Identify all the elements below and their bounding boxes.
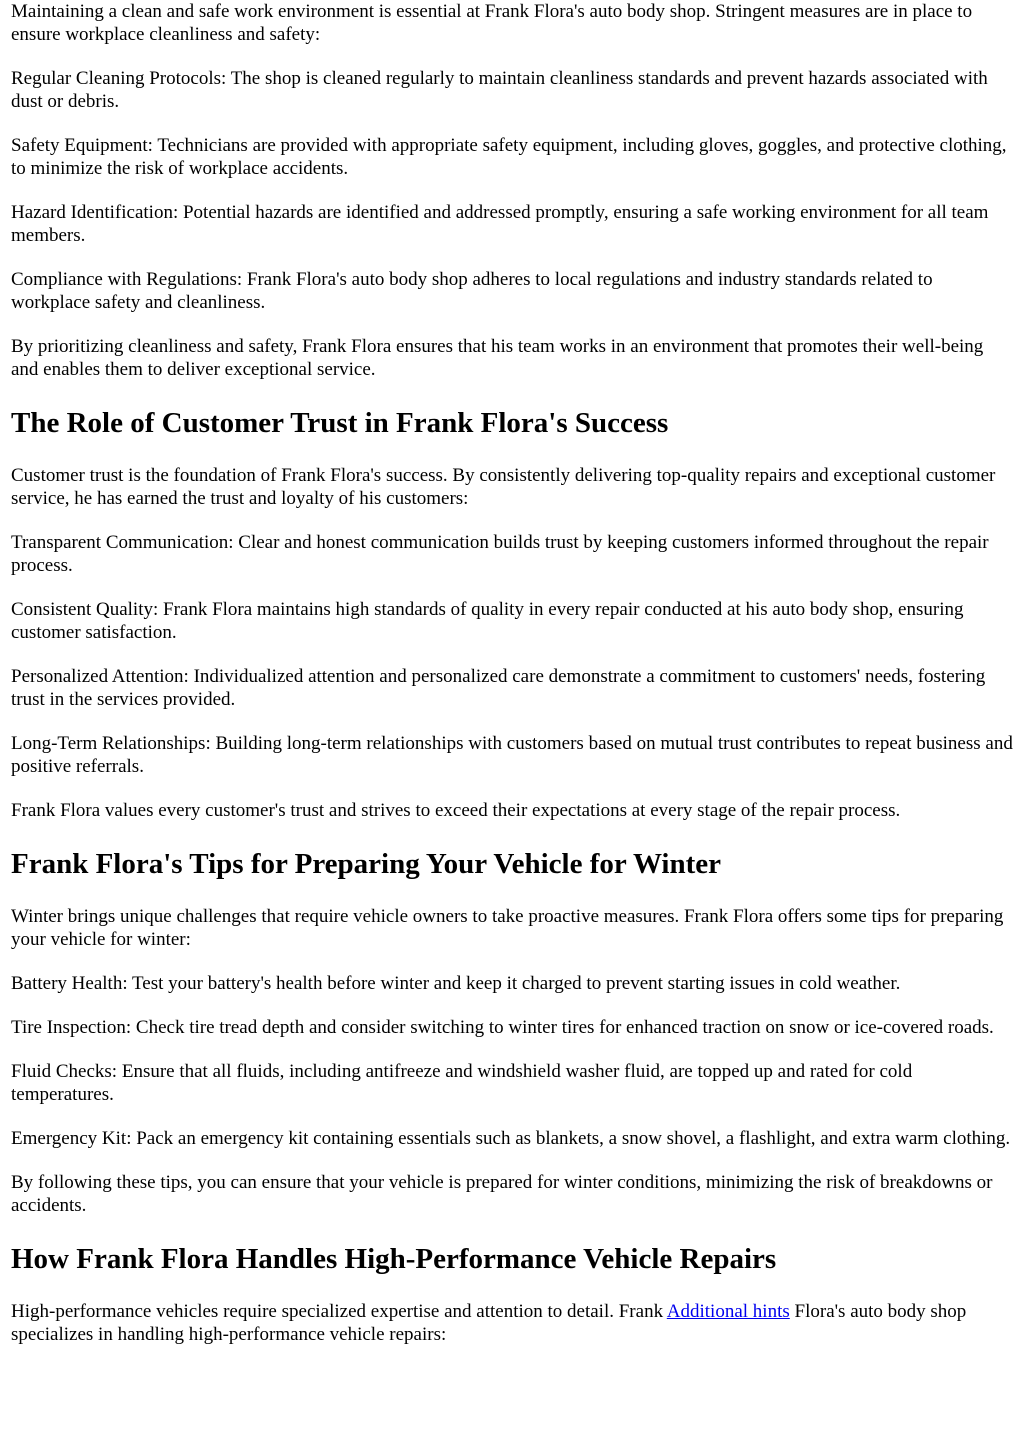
paragraph: Tire Inspection: Check tire tread depth and consider switching to winter tires for enhanced traction on snow or ice-covered roads. bbox=[11, 1017, 994, 1038]
additional-hints-link[interactable]: Additional hints bbox=[666, 1301, 790, 1322]
paragraph: Customer trust is the foundation of Frank Flora's success. By consistently delivering top-quality repairs and exceptional customer service, he has earned the trust and loyalty of his customers: bbox=[11, 465, 996, 509]
paragraph: Emergency Kit: Pack an emergency kit containing essentials such as blankets, a snow shovel, a flashlight, and extra warm clothing. bbox=[11, 1128, 1011, 1149]
paragraph: Battery Health: Test your battery's health before winter and keep it charged to prevent starting issues in cold weather. bbox=[11, 973, 901, 994]
paragraph: Long-Term Relationships: Building long-term relationships with customers based on mutual trust contributes to repeat business and positive referrals. bbox=[11, 733, 1013, 777]
paragraph: Transparent Communication: Clear and honest communication builds trust by keeping customers informed throughout the repair process. bbox=[11, 532, 989, 576]
section-heading: How Frank Flora Handles High-Performance Vehicle Repairs bbox=[11, 1243, 777, 1275]
paragraph: By prioritizing cleanliness and safety, Frank Flora ensures that his team works in an environment that promotes their well-being and enables them to deliver exceptional service. bbox=[11, 336, 984, 380]
paragraph-with-link bbox=[11, 1300, 1014, 1346]
section-customer-trust bbox=[11, 406, 1014, 822]
section-winter-tips bbox=[11, 847, 1014, 1217]
paragraph: By following these tips, you can ensure that your vehicle is prepared for winter conditions, minimizing the risk of breakdowns or accidents. bbox=[11, 1172, 993, 1216]
paragraph: Consistent Quality: Frank Flora maintains high standards of quality in every repair conducted at his auto body shop, ensuring customer satisfaction. bbox=[11, 599, 964, 643]
paragraph: Compliance with Regulations: Frank Flora's auto body shop adheres to local regulations and industry standards related to workplace safety and cleanliness. bbox=[11, 269, 933, 313]
section-cleanliness-safety bbox=[11, 0, 1014, 381]
paragraph: Winter brings unique challenges that require vehicle owners to take proactive measures. Frank Flora offers some tips for preparing your vehicle for winter: bbox=[11, 906, 1004, 950]
text-after-link: Flora's auto body shop specializes in handling high-performance vehicle repairs: bbox=[11, 1301, 967, 1345]
paragraph: Safety Equipment: Technicians are provided with appropriate safety equipment, including gloves, goggles, and protective clothing, to minimize the risk of workplace accidents. bbox=[11, 135, 1007, 179]
paragraph: Maintaining a clean and safe work environment is essential at Frank Flora's auto body shop. Stringent measures are in place to ensure workplace cleanliness and safety: bbox=[11, 1, 973, 45]
paragraph: Fluid Checks: Ensure that all fluids, including antifreeze and windshield washer fluid, are topped up and rated for cold temperatures. bbox=[11, 1061, 913, 1105]
section-high-performance-repairs bbox=[11, 1242, 1014, 1346]
paragraph: Frank Flora values every customer's trust and strives to exceed their expectations at every stage of the repair process. bbox=[11, 800, 901, 821]
paragraph: Personalized Attention: Individualized attention and personalized care demonstrate a commitment to customers' needs, fostering trust in the services provided. bbox=[11, 666, 986, 710]
paragraph: Regular Cleaning Protocols: The shop is cleaned regularly to maintain cleanliness standards and prevent hazards associated with dust or debris. bbox=[11, 68, 988, 112]
paragraph: Hazard Identification: Potential hazards are identified and addressed promptly, ensuring a safe working environment for all team members. bbox=[11, 202, 989, 246]
text-before-link: High-performance vehicles require specialized expertise and attention to detail. Frank bbox=[11, 1301, 667, 1322]
section-heading: The Role of Customer Trust in Frank Flora's Success bbox=[11, 407, 669, 439]
section-heading: Frank Flora's Tips for Preparing Your Vehicle for Winter bbox=[11, 848, 722, 880]
